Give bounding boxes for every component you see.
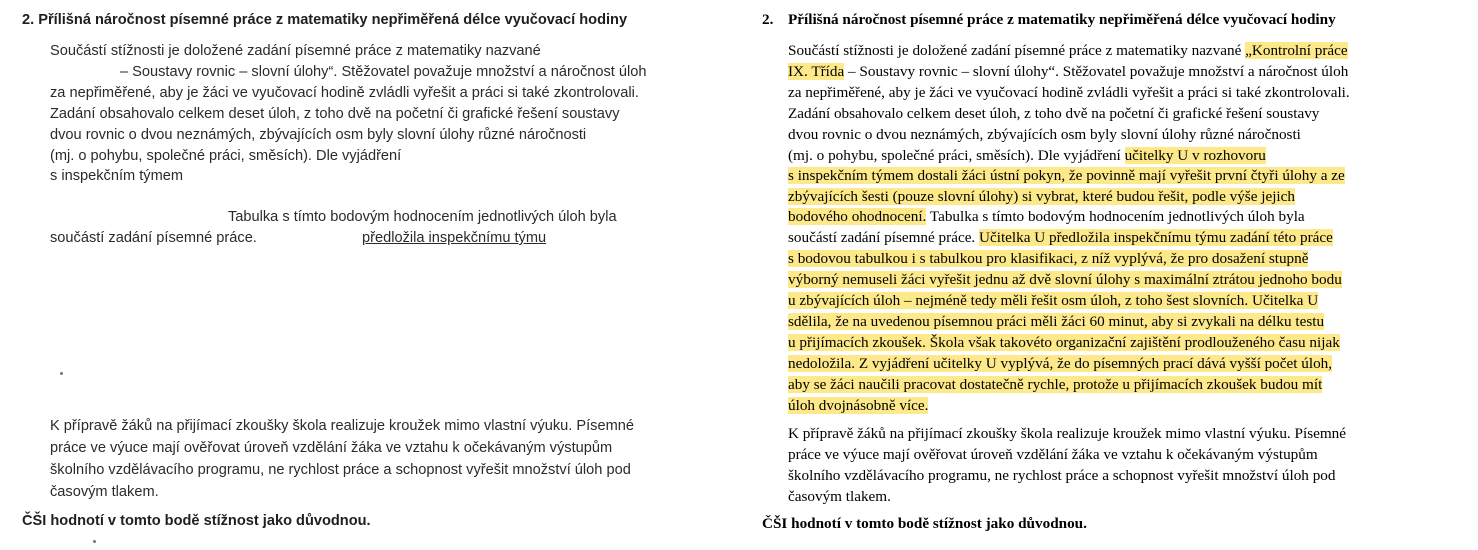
highlighted-text: s bodovou tabulkou i s tabulkou pro klasifikaci, z níž vyplývá, že pro dosažení stupně — [788, 250, 1309, 267]
highlighted-text: „Kontrolní práce — [1245, 42, 1348, 59]
highlighted-text: výborný nemuseli žáci vyřešit jednu až dvě slovní úlohy s maximální ztrátou jednoho bodu — [788, 271, 1342, 288]
scan-line-1: Součástí stížnosti je doložené zadání písemné práce z matematiky nazvané — [50, 43, 541, 59]
scan-line-8: Tabulka s tímto bodovým hodnocením jednotlivých úloh byla — [228, 209, 617, 225]
text-line-2 — [788, 62, 1348, 82]
scan-para2-line-2: práce ve výuce mají ověřovat úroveň vzdělání žáka ve vztahu k očekávaným výstupům — [50, 440, 613, 456]
section-number: 2. — [762, 11, 774, 28]
highlighted-text: nedoložila. Z vyjádření učitelky U vyplývá, že do písemných prací dává vyšší počet úloh, — [788, 355, 1333, 372]
text-line-7 — [788, 166, 1345, 186]
text-plain: (mj. o pohybu, společné práci, směsích). Dle vyjádření — [788, 147, 1125, 164]
text-line-18 — [788, 396, 928, 416]
scan-line-10: předložila inspekčnímu týmu — [362, 230, 547, 246]
text-plain: – Soustavy rovnic – slovní úlohy“. Stěžovatel považuje množství a náročnost úloh — [844, 63, 1349, 80]
text-line-6 — [788, 146, 1266, 166]
text-line-8 — [788, 187, 1295, 207]
scan-line-3: za nepřiměřené, aby je žáci ve vyučovací hodině zvládli vyřešit a práci si také zkontrolovali. — [50, 85, 639, 101]
text-line-11 — [788, 249, 1308, 269]
text-plain: součástí zadání písemné práce. — [788, 229, 980, 246]
text-line-13 — [788, 291, 1318, 311]
scan-line-6: (mj. o pohybu, společné práci, směsích). Dle vyjádření — [50, 148, 402, 164]
text-plain: Součástí stížnosti je doložené zadání písemné práce z matematiky nazvané — [788, 42, 1246, 59]
text-line-10 — [788, 228, 1333, 248]
highlighted-text: zbývajících šesti (pouze slovní úlohy) si vybrat, které budou řešit, podle výše jejich — [788, 188, 1295, 205]
para2-line-4: časovým tlakem. — [788, 488, 891, 505]
highlighted-text: úloh dvojnásobně více. — [788, 397, 929, 414]
highlighted-text: u přijímacích zkoušek. Škola však takovéto organizační zajištění prodlouženého času nijak — [788, 334, 1340, 351]
highlighted-text: aby se žáci naučili pracovat dostatečně rychle, protože u přijímacích zkoušek budou mít — [788, 376, 1323, 393]
scan-heading: 2. Přílišná náročnost písemné práce z matematiky nepřiměřená délce vyučovací hodiny — [22, 12, 628, 28]
highlighted-text: učitelky U v rozhovoru — [1124, 147, 1266, 164]
text-line-15 — [788, 333, 1340, 353]
scan-speck — [60, 372, 63, 375]
para2-line-2: práce ve výuce mají ověřovat úroveň vzdělání žáka ve vztahu k očekávaným výstupům — [788, 446, 1318, 463]
scan-line-9: součástí zadání písemné práce. — [50, 230, 257, 246]
full-document-panel — [740, 0, 1478, 550]
scan-para2-line-4: časovým tlakem. — [50, 484, 159, 500]
text-line-9 — [788, 207, 1305, 227]
highlighted-text: bodového ohodnocení. — [788, 208, 927, 225]
highlighted-text: s inspekčním týmem dostali žáci ústní pokyn, že povinně mají vyřešit první čtyři úlohy a ze — [788, 167, 1345, 184]
highlighted-text: IX. Třída — [788, 63, 845, 80]
text-line-16 — [788, 354, 1332, 374]
scan-speck — [93, 540, 96, 543]
scan-conclusion: ČŠI hodnotí v tomto bodě stížnost jako důvodnou. — [22, 513, 371, 529]
text-line-14 — [788, 312, 1324, 332]
text-line-17 — [788, 375, 1322, 395]
highlighted-text: sdělila, že na uvedenou písemnou práci měli žáci 60 minut, aby si zvykali na délku testu — [788, 313, 1325, 330]
text-plain: Tabulka s tímto bodovým hodnocením jednotlivých úloh byla — [926, 208, 1305, 225]
scan-line-5: dvou rovnic o dvou neznámých, zbývajících osm byly slovní úlohy různé náročnosti — [50, 127, 587, 143]
scan-line-7: s inspekčním týmem — [50, 168, 183, 184]
scan-line-4: Zadání obsahovalo celkem deset úloh, z toho dvě na početní či grafické řešení soustavy — [50, 106, 620, 122]
scan-para2-line-3: školního vzdělávacího programu, ne rychlost práce a schopnost vyřešit množství úloh pod — [50, 462, 631, 478]
para2-line-3: školního vzdělávacího programu, ne rychlost práce a schopnost vyřešit množství úloh pod — [788, 467, 1336, 484]
text-line-3: za nepřiměřené, aby je žáci ve vyučovací hodině zvládli vyřešit a práci si také zkontrolovali. — [788, 84, 1350, 101]
text-line-5: dvou rovnic o dvou neznámých, zbývajících osm byly slovní úlohy různé náročnosti — [788, 126, 1301, 143]
text-line-12 — [788, 270, 1342, 290]
highlighted-text: Učitelka U předložila inspekčnímu týmu zadání této práce — [979, 229, 1333, 246]
highlighted-text: u zbývajících úloh – nejméně tedy měli řešit osm úloh, z toho šest slovních. Učitelka U — [788, 292, 1319, 309]
text-line-4: Zadání obsahovalo celkem deset úloh, z toho dvě na početní či grafické řešení soustavy — [788, 105, 1320, 122]
scan-para2-line-1: K přípravě žáků na přijímací zkoušky škola realizuje kroužek mimo vlastní výuku. Písemné — [50, 418, 634, 434]
para2-line-1: K přípravě žáků na přijímací zkoušky škola realizuje kroužek mimo vlastní výuku. Písemné — [788, 425, 1346, 442]
scan-line-2: – Soustavy rovnic – slovní úlohy“. Stěžovatel považuje množství a náročnost úloh — [120, 64, 647, 80]
conclusion: ČŠI hodnotí v tomto bodě stížnost jako důvodnou. — [762, 515, 1087, 532]
text-line-1 — [788, 41, 1348, 61]
section-heading: Přílišná náročnost písemné práce z matematiky nepřiměřená délce vyučovací hodiny — [788, 11, 1336, 28]
